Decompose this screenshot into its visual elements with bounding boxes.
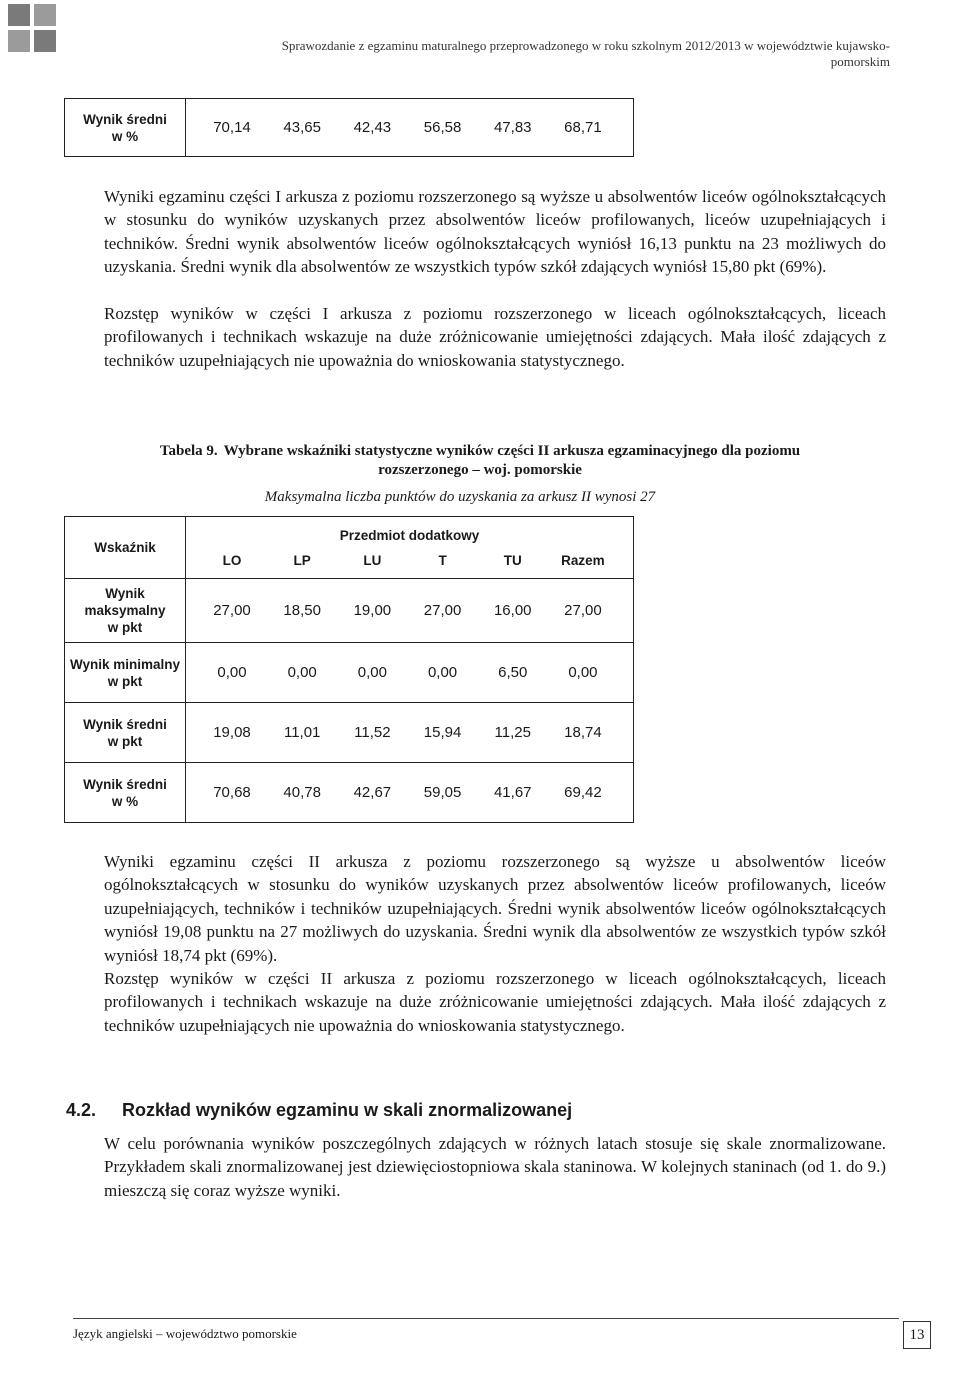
value-cell: 56,58 — [423, 119, 462, 136]
column-header: LP — [293, 552, 311, 568]
caption-text: Wybrane wskaźniki statystyczne wyników części II arkusza egzaminacyjnego dla poziomu rozszerzonego – woj. pomorskie — [223, 443, 801, 478]
row-label-line: w pkt — [107, 620, 143, 635]
column-header: T — [438, 552, 447, 568]
value-cell: 0,00 — [217, 664, 247, 681]
table-row — [65, 643, 634, 703]
row-label — [65, 99, 186, 157]
row-label — [65, 703, 186, 763]
value-cell: 70,68 — [213, 784, 251, 801]
section-paragraph: W celu porównania wyników poszczególnych zdających w różnych latach stosuje się skale znormalizowane. Przykładem skali znormalizowanej jest dziewięciostopniowa skala staninowa. W kolejnych staninach (od 1. do 9.) mieszczą się coraz wyższe wyniki. — [104, 1134, 886, 1200]
table-9 — [64, 516, 634, 823]
row-label-line: Wynik — [105, 586, 145, 601]
value-cell: 0,00 — [357, 664, 387, 681]
value-cell: 41,67 — [493, 784, 532, 801]
row-label-line: w pkt — [107, 733, 143, 749]
value-cell: 68,71 — [564, 119, 602, 136]
row-label-line: Wynik minimalny — [69, 656, 181, 672]
value-cell: 40,78 — [283, 784, 321, 801]
paragraph-part1: Wyniki egzaminu części I arkusza z poziomu rozszerzonego są wyższe u absolwentów liceów ogólnokształcących w stosunku do wyników uzyskanych przez absolwentów liceów profilowanych, liceów uzupełniających i techników. Średni wynik absolwentów liceów ogólnokształcących wyniósł 16,13 punktu na 23 możliwych do uzyskania. Średni wynik dla absolwentów ze wszystkich typów szkół zdających wyniósł 15,80 pkt (69%). — [104, 187, 886, 277]
section-heading — [66, 1100, 572, 1121]
value-cell: 19,00 — [353, 602, 392, 619]
table-row — [65, 703, 634, 763]
value-cell: 15,94 — [423, 724, 462, 741]
header-title: Sprawozdanie z egzaminu maturalnego przeprowadzonego w roku szkolnym 2012/2013 w województwie kujawsko-pomorskim — [281, 38, 890, 69]
value-cell: 18,50 — [283, 602, 321, 619]
value-cell: 47,83 — [493, 119, 532, 136]
value-cell: 42,43 — [353, 119, 392, 136]
table-row — [65, 763, 634, 823]
row-label-line: maksymalny — [84, 603, 166, 618]
paragraph-part1-range: Rozstęp wyników w części I arkusza z poziomu rozszerzonego w liceach ogólnokształcących, liceach profilowanych i technikach wskazuje na duże zróżnicowanie umiejętności zdających. Mała ilość zdających z techników uzupełniających nie upoważnia do wnioskowania statystycznego. — [104, 304, 886, 370]
column-header: TU — [503, 552, 522, 568]
value-cell: 27,00 — [564, 602, 602, 619]
values-cell — [186, 99, 634, 157]
row-label-line: Wynik średni — [83, 776, 167, 792]
value-cell: 6,50 — [498, 664, 528, 681]
value-cell: 19,08 — [213, 724, 251, 741]
subject-header-cell — [186, 517, 634, 579]
value-cell: 42,67 — [353, 784, 392, 801]
value-cell: 0,00 — [568, 664, 598, 681]
column-header: LO — [222, 552, 242, 568]
value-cell: 70,14 — [213, 119, 251, 136]
row-label-line: w pkt — [107, 673, 143, 689]
indicator-header-text: Wskaźnik — [94, 540, 156, 555]
row-label — [65, 579, 186, 643]
value-cell: 0,00 — [287, 664, 317, 681]
max-points-note: Maksymalna liczba punktów do uzyskania za arkusz II wynosi 27 — [264, 489, 656, 505]
section-title: Rozkład wyników egzaminu w skali znormalizowanej — [122, 1100, 573, 1120]
value-cell: 27,00 — [213, 602, 251, 619]
value-cell: 0,00 — [427, 664, 458, 681]
indicator-header — [65, 517, 186, 579]
row-label-line: Wynik średni — [83, 111, 167, 127]
column-header: Razem — [561, 552, 605, 568]
value-cell: 59,05 — [423, 784, 462, 801]
value-cell: 11,25 — [494, 724, 531, 741]
value-cell: 11,52 — [354, 724, 391, 741]
table-row — [65, 579, 634, 643]
row-label — [65, 643, 186, 703]
caption-number: Tabela 9. — [159, 443, 218, 459]
value-cell: 69,42 — [564, 784, 602, 801]
value-cell: 11,01 — [283, 724, 321, 741]
row-label-line: w % — [111, 128, 139, 144]
column-header: LU — [363, 552, 382, 568]
table-caption — [118, 442, 842, 480]
row-label-line: Wynik średni — [83, 716, 167, 732]
footer-divider — [73, 1318, 899, 1319]
paragraph-part2: Wyniki egzaminu części II arkusza z poziomu rozszerzonego są wyższe u absolwentów liceów ogólnokształcących w stosunku do wyników uzyskanych przez absolwentów liceów profilowanych, liceów uzupełniających, techników i techników uzupełniających. Średni wynik absolwentów liceów ogólnokształcących wyniósł 19,08 punktu na 27 możliwych do uzyskania. Średni wynik dla absolwentów ze wszystkich typów szkół wyniósł 18,74 pkt (69%). — [104, 852, 886, 965]
page-number: 13 — [903, 1321, 931, 1349]
top-results-table — [64, 98, 634, 157]
value-cell: 27,00 — [423, 602, 462, 619]
row-label-line: w % — [111, 793, 139, 809]
logo — [8, 4, 60, 56]
value-cell: 43,65 — [283, 119, 321, 136]
section-number: 4.2. — [66, 1100, 97, 1120]
row-label — [65, 763, 186, 823]
value-cell: 16,00 — [493, 602, 532, 619]
footer-text: Język angielski – województwo pomorskie — [73, 1326, 297, 1341]
subject-header: Przedmiot dodatkowy — [339, 527, 480, 543]
paragraph-part2-range: Rozstęp wyników w części II arkusza z poziomu rozszerzonego w liceach ogólnokształcących, liceach profilowanych i technikach wskazuje na duże zróżnicowanie umiejętności zdających. Mała ilość zdających z techników uzupełniających nie upoważnia do wnioskowania statystycznego. — [104, 969, 886, 1035]
value-cell: 18,74 — [564, 724, 602, 741]
